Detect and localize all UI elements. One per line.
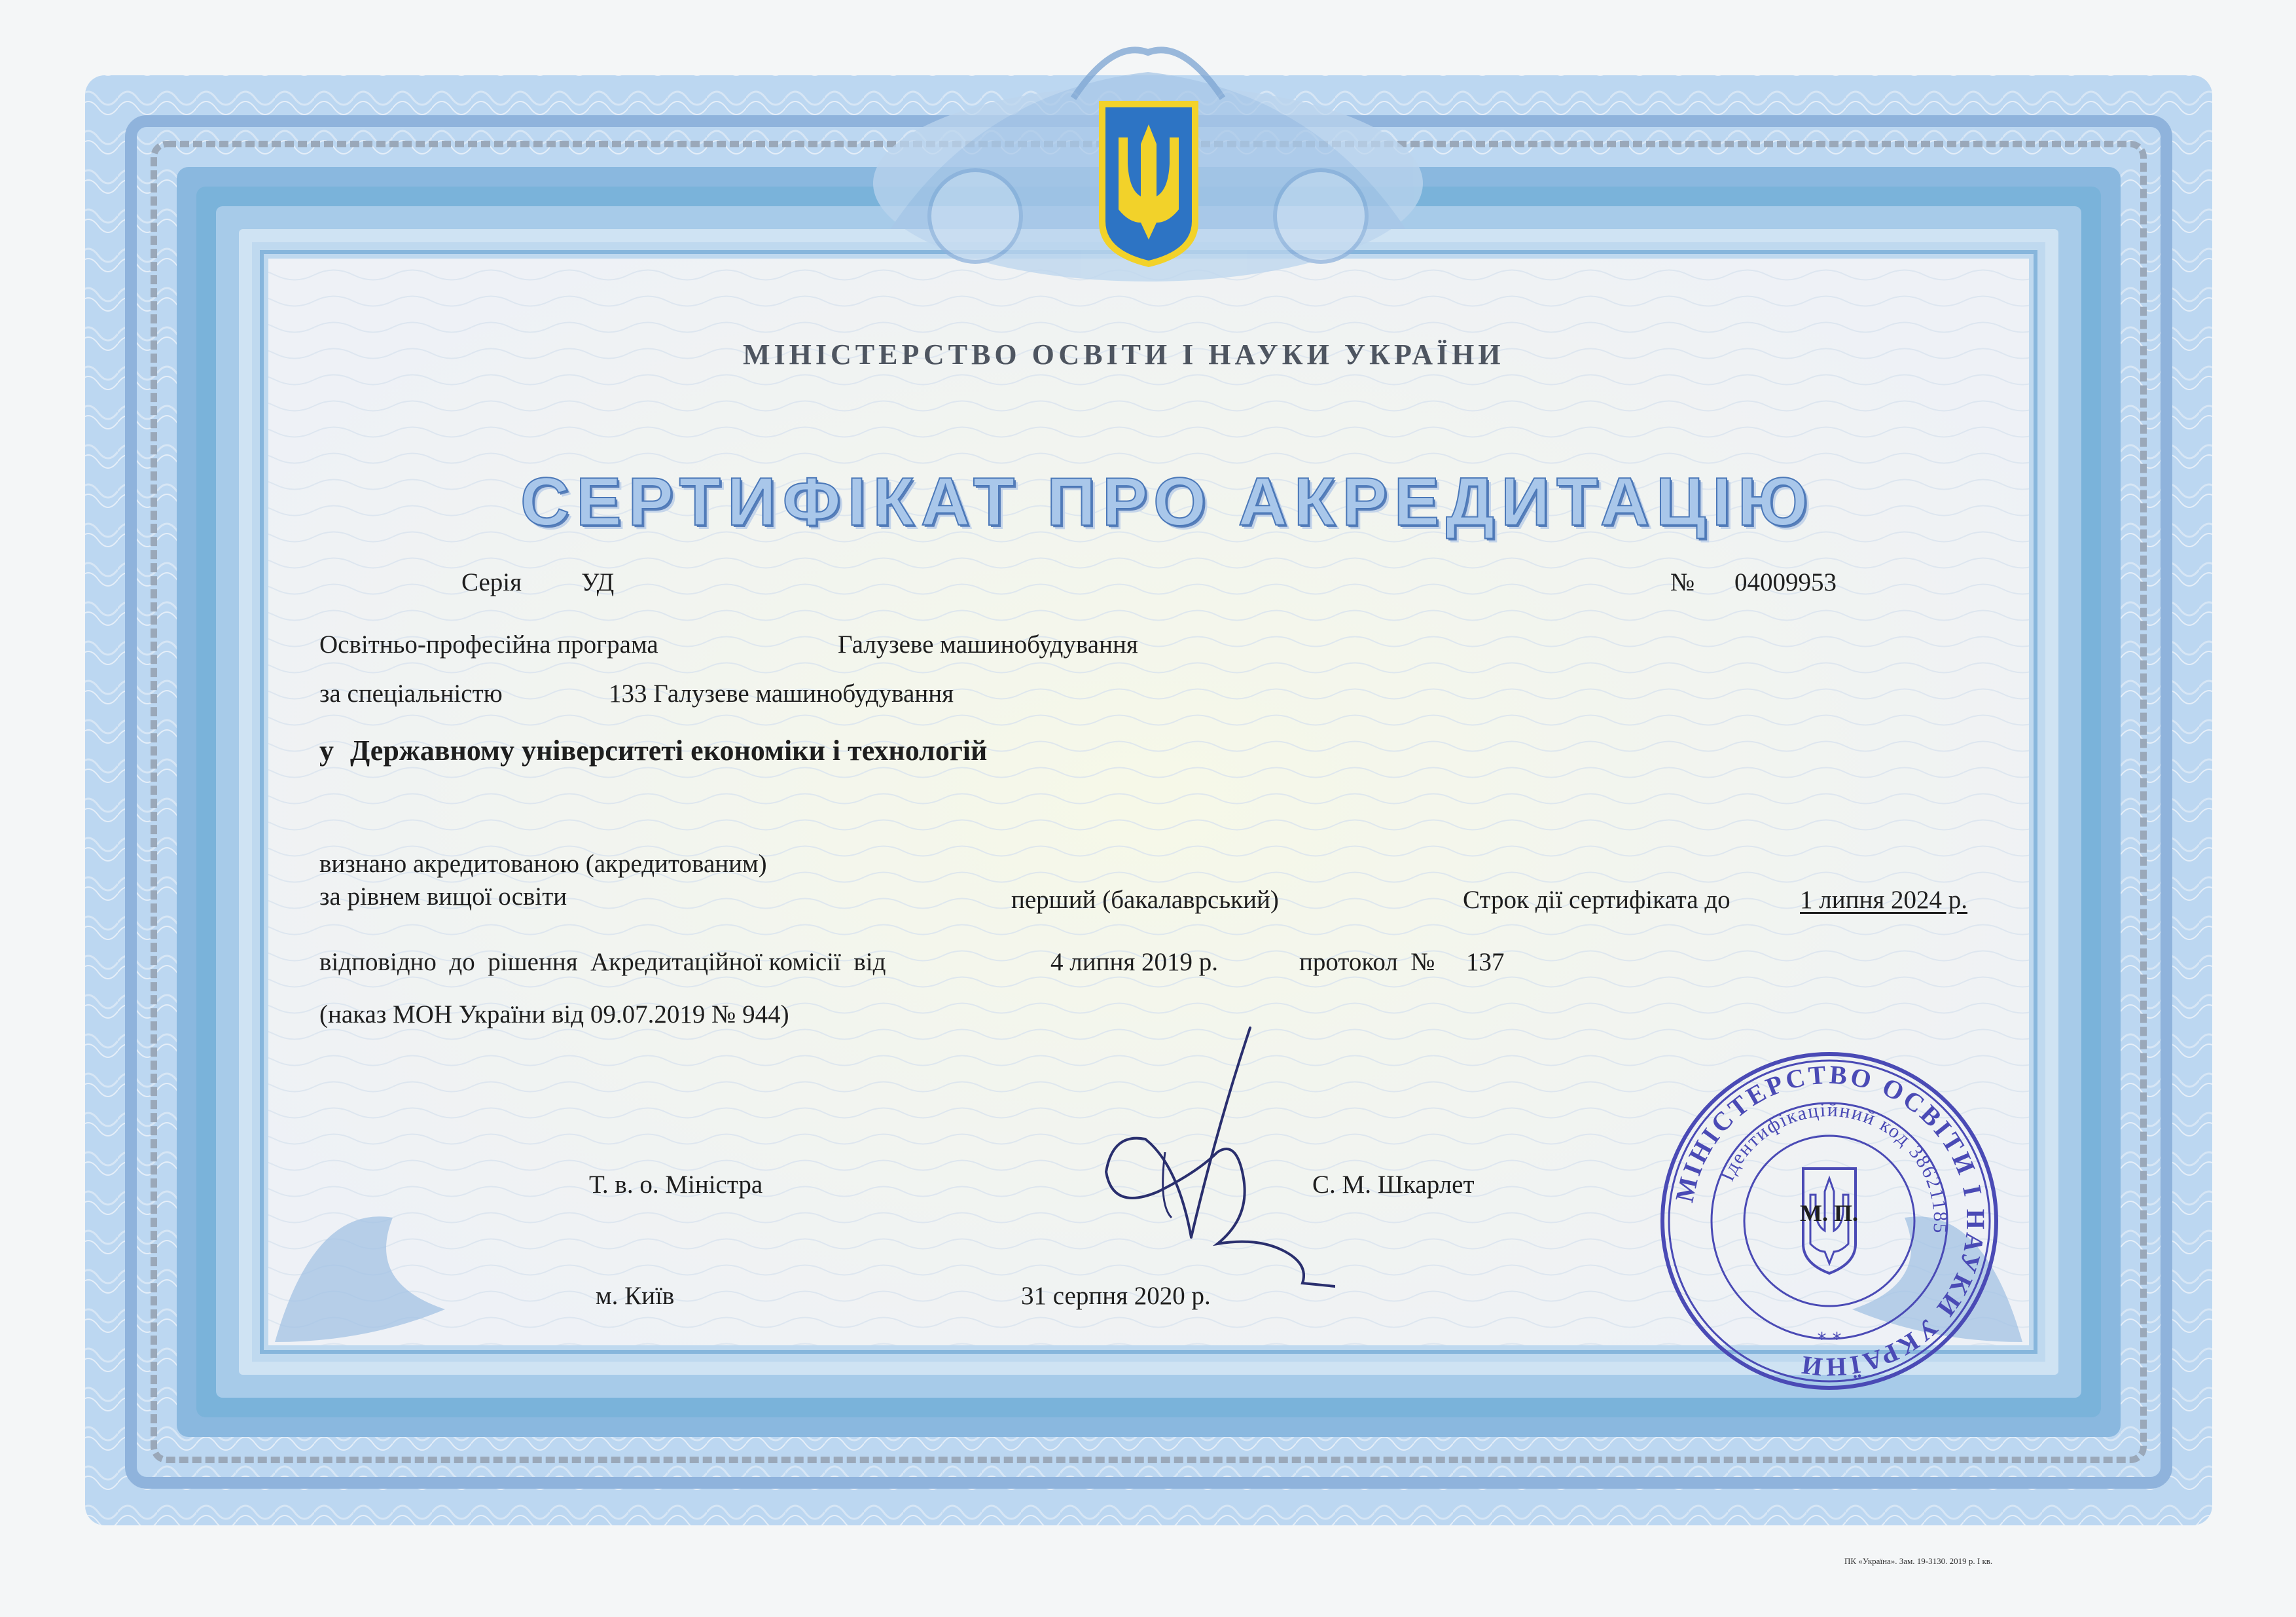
- level-label: за рівнем вищої освіти: [319, 882, 567, 911]
- ministry-header: МІНІСТЕРСТВО ОСВІТИ І НАУКИ УКРАЇНИ: [743, 338, 1505, 371]
- protocol-label: протокол №: [1299, 948, 1435, 976]
- level-value: перший (бакалаврський): [1011, 886, 1279, 914]
- svg-text:* *: * *: [1817, 1328, 1842, 1350]
- accredited-text: визнано акредитованою (акредитованим): [319, 850, 767, 878]
- stamp-inner-text: Ідентифікаційний код 38621185: [1716, 1099, 1952, 1235]
- stamp-place-label: М. П.: [1800, 1200, 1858, 1226]
- number-value: 04009953: [1734, 568, 1837, 596]
- validity-label: Строк дії сертифіката до: [1463, 886, 1731, 914]
- specialty-value: 133 Галузеве машинобудування: [609, 680, 954, 708]
- program-value: Галузеве машинобудування: [838, 630, 1138, 659]
- institution-prefix: у: [319, 735, 334, 767]
- city: м. Київ: [596, 1282, 675, 1310]
- number-label: №: [1670, 568, 1695, 596]
- specialty-label: за спеціальністю: [319, 680, 503, 708]
- stamp-outer-text: МІНІСТЕРСТВО ОСВІТИ І НАУКИ УКРАЇНИ: [1669, 1059, 1991, 1383]
- issue-date: 31 серпня 2020 р.: [1021, 1282, 1211, 1310]
- coat-of-arms-icon: [1096, 98, 1201, 270]
- decision-label: відповідно до рішення Акредитаційної комісії від: [319, 948, 886, 976]
- order-text: (наказ МОН України від 09.07.2019 № 944): [319, 1000, 789, 1028]
- signature: [1086, 1021, 1335, 1309]
- signer-position: Т. в. о. Міністра: [589, 1171, 763, 1199]
- program-label: Освітньо-професійна програма: [319, 630, 658, 659]
- decision-date: 4 липня 2019 р.: [1050, 948, 1219, 976]
- certificate-title: СЕРТИФІКАТ ПРО АКРЕДИТАЦІЮ: [520, 464, 1815, 540]
- series-label: Серія: [461, 568, 522, 596]
- signer-name: С. М. Шкарлет: [1312, 1171, 1475, 1199]
- series-value: УД: [581, 568, 615, 596]
- protocol-value: 137: [1466, 948, 1505, 976]
- print-info: ПК «Україна». Зам. 19-3130. 2019 р. I кв.: [1844, 1556, 1993, 1566]
- institution-name: Державному університеті економіки і технологій: [350, 735, 988, 767]
- validity-value: 1 липня 2024 р.: [1800, 886, 1968, 914]
